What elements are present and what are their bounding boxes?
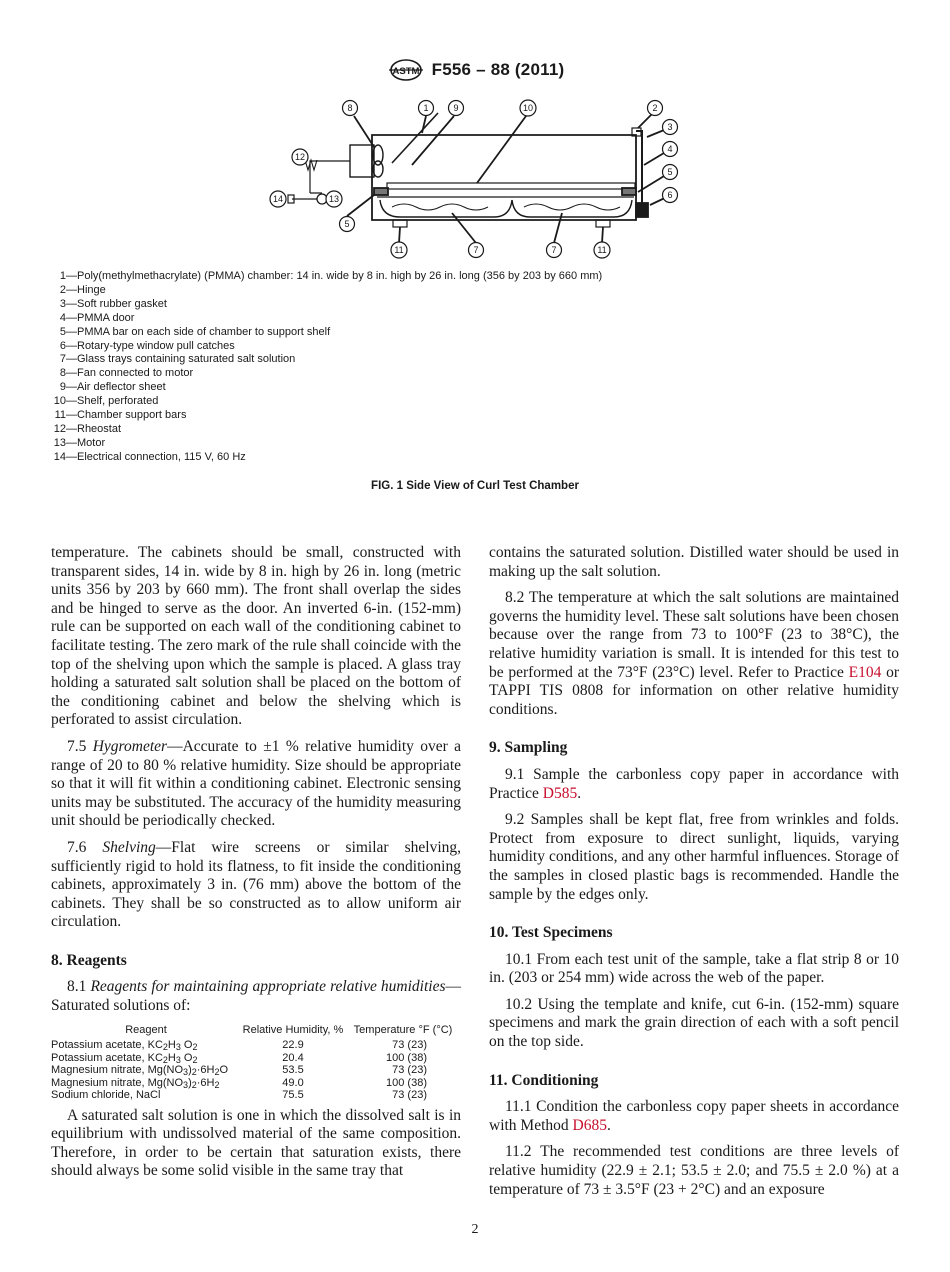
legend-number: 1	[59, 270, 66, 282]
svg-text:11: 11	[394, 245, 404, 255]
link-d685[interactable]: D685	[572, 1116, 607, 1134]
table-header-row	[51, 1024, 461, 1040]
paragraph-continued: contains the saturated solution. Distilled water should be used in making up the salt solution.	[489, 544, 899, 580]
legend-number: 10	[53, 395, 66, 408]
section-10-heading: 10. Test Specimens	[489, 924, 613, 942]
legend-item	[50, 381, 690, 395]
page-number: 2	[471, 1222, 479, 1237]
svg-text:2: 2	[652, 103, 658, 113]
chamber-support-bar-right	[596, 220, 610, 227]
fan-housing	[350, 145, 374, 177]
link-e104[interactable]: E104	[848, 663, 882, 681]
svg-text:1: 1	[423, 103, 429, 113]
col-header-rh: Relative Humidity, %	[242, 1023, 344, 1036]
legend-item	[50, 340, 690, 354]
glass-tray-left	[380, 200, 512, 217]
legend-item	[50, 312, 690, 326]
callout-2	[648, 101, 663, 116]
legend-text: —Shelf, perforated	[66, 395, 159, 408]
legend-text: —Hinge	[66, 283, 106, 296]
chamber-support-bar-left	[393, 220, 407, 227]
legend-text: —Poly(methylmethacrylate) (PMMA) chamber: 14 in. wide by 8 in. high by 26 in. long (356 by 203 by 660 mm)	[66, 270, 603, 282]
svg-text:13: 13	[328, 194, 340, 204]
legend-number: 14	[53, 450, 66, 463]
legend-text: —PMMA bar on each side of chamber to support shelf	[66, 325, 331, 338]
table-row: Potassium acetate, $KC_2H_3$ $O_2$ 22.9 73 (23)	[51, 1039, 427, 1053]
legend-item	[50, 284, 690, 298]
air-deflector	[392, 113, 438, 163]
legend-number: 11	[54, 409, 66, 422]
link-d585[interactable]: D585	[542, 784, 578, 802]
legend-number: 2	[59, 283, 66, 296]
callout-14	[270, 191, 286, 207]
legend-text: —Rheostat	[66, 422, 122, 435]
legend-number: 8	[59, 367, 66, 380]
window-pull-catch	[636, 203, 648, 217]
paragraph-10-2: 10.2 Using the template and knife, cut 6-in. (152-mm) square specimens and mark the grain direction of each with a soft pencil on the top side.	[489, 995, 899, 1051]
paragraph-9-1: 9.1 Sample the carbonless copy paper in accordance with Practice D585.	[489, 765, 899, 802]
svg-text:3: 3	[667, 122, 673, 132]
section-8-heading: 8. Reagents	[51, 951, 127, 969]
legend-number: 9	[59, 381, 66, 394]
legend-item	[50, 353, 690, 367]
paragraph-7-6: 7.6 Shelving—Flat wire screens or similar shelving, sufficiently rigid to hold its flatness, to fit inside the conditioning cabinets, approximately 3 in. (76 mm) above the bottom of the cabinets. They shall be so constructed as to allow uniform air circulation.	[51, 838, 462, 931]
svg-text:8: 8	[347, 103, 353, 113]
paragraph-saturated-solution: A saturated salt solution is one in which the dissolved salt is in equilibrium with undissolved material of the same composition. Therefore, in order to be certain that saturation exists, there should always be some solid visible in the same tray that	[51, 1106, 461, 1180]
callout-labels	[270, 100, 678, 258]
document-designation: F556 – 88 (2011)	[431, 60, 565, 79]
paragraph-8-2: 8.2 The temperature at which the salt solutions are maintained governs the humidity level. These salt solutions have been chosen because over the range from 73 to 100°F (23 to 38°C), the relative humidity variation is small. It is intended for this test to be performed at the 73°F (23°C) level. Refer to Practice E104 or TAPPI TIS 0808 for information on other relative humidity conditions.	[489, 589, 899, 718]
legend-text: —Glass trays containing saturated salt solution	[66, 353, 296, 366]
callout-8	[343, 101, 358, 116]
support-bar-left	[374, 188, 388, 195]
legend-text: —Air deflector sheet	[66, 381, 166, 394]
callout-3	[663, 120, 678, 135]
glass-tray-right	[512, 200, 632, 217]
svg-text:5: 5	[667, 167, 673, 177]
svg-text:9: 9	[453, 103, 459, 113]
callout-11a	[391, 242, 407, 258]
perforated-shelf	[387, 183, 635, 189]
svg-text:11: 11	[597, 245, 607, 255]
svg-text:12: 12	[294, 152, 306, 162]
legend-text: —Fan connected to motor	[66, 367, 194, 380]
legend-text: —PMMA door	[66, 311, 135, 324]
legend-item	[50, 437, 690, 451]
legend-item	[50, 451, 690, 465]
svg-text:4: 4	[667, 144, 673, 154]
legend-item	[50, 409, 690, 423]
legend-item	[50, 270, 690, 284]
callout-10	[520, 100, 536, 116]
page-header	[0, 58, 950, 87]
legend-text: —Motor	[66, 436, 106, 449]
legend-text: —Chamber support bars	[66, 409, 187, 422]
svg-text:5: 5	[344, 219, 350, 229]
figure-legend	[50, 270, 690, 465]
left-column	[51, 544, 461, 1189]
callout-9	[449, 101, 464, 116]
paragraph-9-2: 9.2 Samples shall be kept flat, free from wrinkles and folds. Protect from exposure to direct sunlight, liquids, varying humidity conditions, and any other harmful influences. Storage of the samples in closed plastic bags is recommended. Handle the sample by the edges only.	[489, 811, 899, 903]
section-11-heading: 11. Conditioning	[489, 1071, 599, 1089]
legend-item	[50, 367, 690, 381]
svg-text:ASTM: ASTM	[392, 66, 420, 77]
legend-item	[50, 395, 690, 409]
legend-number: 12	[53, 422, 66, 435]
callout-12	[292, 149, 308, 165]
paragraph-7-5: 7.5 Hygrometer—Accurate to ±1 % relative humidity over a range of 20 to 80 % relative humidity. Size should be appropriate so that it will fit within a conditioning cabinet. Electronic sensing units may be substituted. The accuracy of the humidity measuring unit should be periodically checked.	[51, 737, 462, 830]
callout-13	[326, 191, 342, 207]
paragraph-11-2: 11.2 The recommended test conditions are three levels of relative humidity (22.9 ± 2.1; 53.5 ± 2.0; and 75.5 ± 2.0 %) at a temperature of 73 ± 3.5°F (23 + 2°C) and an exposure	[489, 1143, 899, 1198]
legend-number: 7	[59, 353, 66, 366]
legend-item	[50, 298, 690, 312]
callout-1	[419, 101, 434, 116]
legend-number: 3	[59, 297, 66, 310]
reagent-table	[51, 1024, 461, 1102]
astm-logo	[386, 58, 426, 82]
legend-text: —Electrical connection, 115 V, 60 Hz	[66, 450, 246, 463]
svg-text:6: 6	[667, 190, 673, 200]
figure-caption: FIG. 1 Side View of Curl Test Chamber	[371, 480, 579, 492]
legend-text: —Soft rubber gasket	[66, 297, 167, 310]
paragraph-7-4-continued: temperature. The cabinets should be small, constructed with transparent sides, 14 in. wide by 8 in. high by 26 in. long (metric units 356 by 203 by 660 mm). The front shall overlap the sides and be hinged to serve as the door. An inverted 6-in. (152-mm) rule can be supported on each wall of the conditioning cabinet to facilitate testing. The zero mark of the rule shall coincide with the top of the shelving upon which the sample is placed. A glass tray holding a saturated salt solution shall be placed on the bottom of the conditioning cabinet and below the shelving which is perforated to assist circulation.	[51, 544, 461, 729]
table-row: Magnesium nitrate, $Mg(NO_3)_2\cdot 6H_2$ 49.0 100 (38)	[51, 1076, 427, 1090]
callout-11b	[594, 242, 610, 258]
paragraph-10-1: 10.1 From each test unit of the sample, take a flat strip 8 or 10 in. (203 or 254 mm) wide across the web of the paper.	[489, 950, 899, 987]
section-9-heading: 9. Sampling	[489, 739, 568, 757]
callout-6	[663, 188, 678, 203]
legend-number: 13	[53, 436, 66, 449]
col-header-reagent: Reagent	[125, 1023, 167, 1036]
svg-text:10: 10	[522, 103, 534, 113]
legend-text: —Rotary-type window pull catches	[66, 339, 235, 352]
legend-number: 6	[59, 339, 66, 352]
paragraph-8-1: 8.1 Reagents for maintaining appropriate relative humidities—Saturated solutions of:	[51, 978, 461, 1015]
legend-number: 4	[59, 311, 66, 324]
svg-text:7: 7	[473, 245, 479, 255]
support-bar-right	[622, 188, 636, 195]
table-row: Magnesium nitrate, $Mg(NO_3)_2\cdot 6H_2O$ 53.5 73 (23)	[51, 1064, 427, 1078]
paragraph-11-1: 11.1 Condition the carbonless copy paper sheets in accordance with Method D685.	[489, 1098, 899, 1134]
right-column	[489, 544, 899, 1207]
legend-number: 5	[59, 325, 66, 338]
legend-item	[50, 423, 690, 437]
table-row: Potassium acetate, $KC_2H_3$ $O_2$ 20.4 100 (38)	[51, 1051, 427, 1065]
col-header-temperature: Temperature °F (°C)	[353, 1023, 453, 1036]
legend-item	[50, 326, 690, 340]
curl-test-chamber-diagram	[262, 95, 682, 265]
callout-5	[663, 165, 678, 180]
callout-7b	[547, 243, 562, 258]
table-row: Sodium chloride, NaCl 75.5 73 (23)	[51, 1089, 427, 1102]
svg-text:7: 7	[551, 245, 557, 255]
callout-4	[663, 142, 678, 157]
callout-7a	[469, 243, 484, 258]
callout-5b	[340, 217, 355, 232]
svg-text:14: 14	[272, 194, 284, 204]
